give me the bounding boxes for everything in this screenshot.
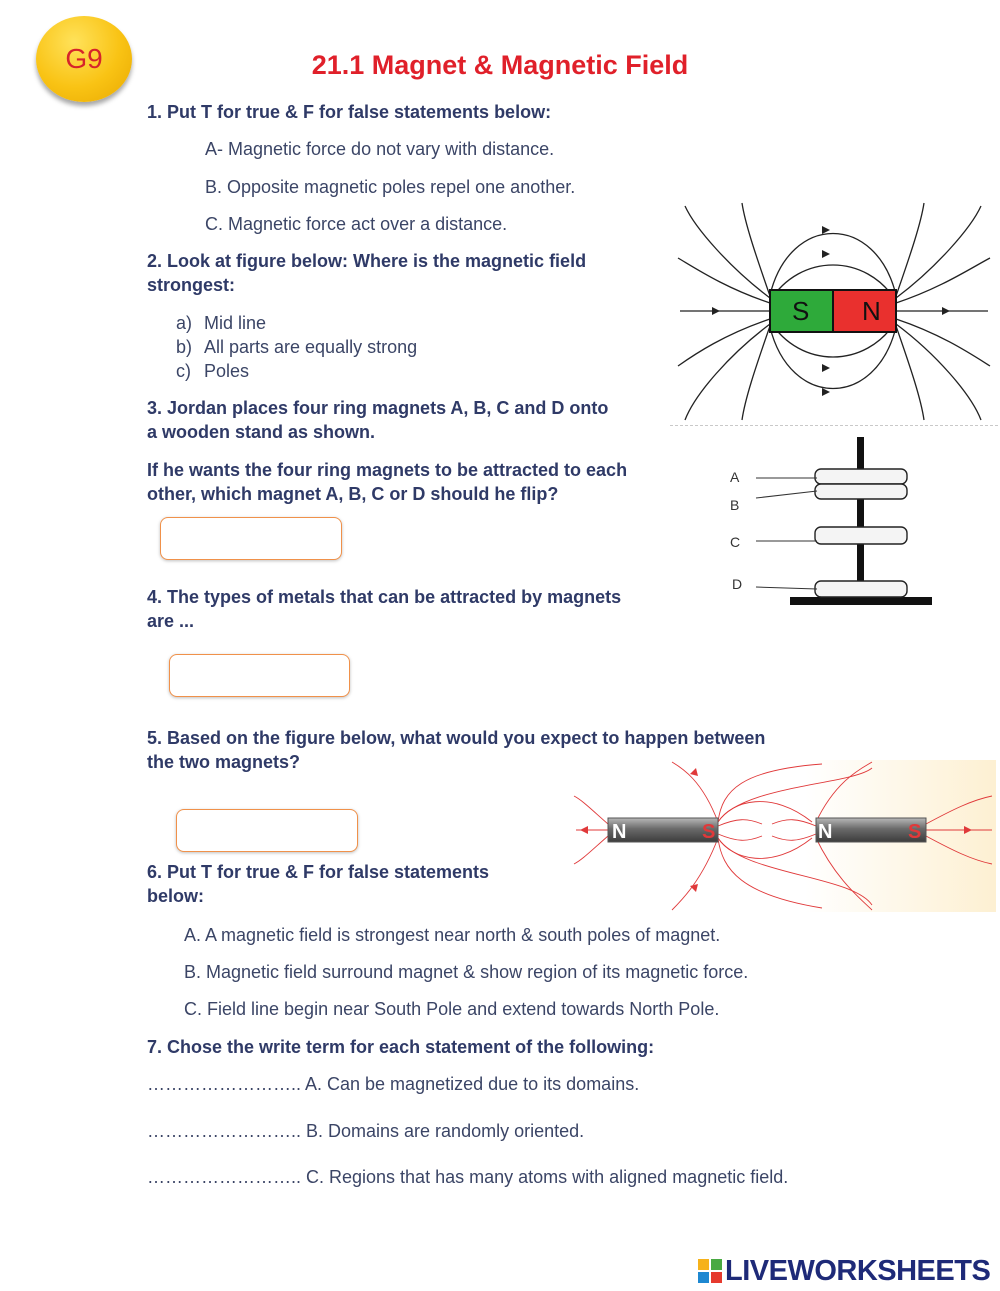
logo-text: LIVEWORKSHEETS (725, 1254, 991, 1287)
q6-question (147, 860, 489, 908)
q1-statement-b: B. Opposite magnetic poles repel one another. (205, 177, 576, 197)
page-title: 21.1 Magnet & Magnetic Field (311, 50, 689, 80)
ring-label-b: B (730, 497, 740, 513)
q3-question (147, 396, 608, 444)
q7-item-c: …………………….. C. Regions that has many atoms with aligned magnetic field. (147, 1167, 789, 1187)
ring-pointer-lines (756, 478, 817, 589)
q2-choice-a[interactable]: a) Mid line (176, 313, 267, 333)
q6-statement-c: C. Field line begin near South Pole and extend towards North Pole. (184, 999, 720, 1019)
right-magnet-n-label: N (818, 821, 833, 843)
q2-choice-c[interactable]: c) Poles (176, 361, 250, 381)
magnet-n-label: N (862, 296, 881, 326)
left-magnet-s-label: S (702, 821, 716, 843)
right-magnet-s-label: S (908, 821, 922, 843)
q4-question (147, 585, 621, 633)
q1-statement-c: C. Magnetic force act over a distance. (205, 214, 508, 234)
q6-line2: below: (147, 886, 204, 906)
q5-answer-box[interactable] (176, 809, 358, 852)
q2-question (147, 249, 586, 297)
q1-question: 1. Put T for true & F for false statements below: (147, 102, 552, 122)
q6-statement-b: B. Magnetic field surround magnet & show region of its magnetic force. (184, 962, 749, 982)
q5-line2: the two magnets? (147, 752, 301, 772)
ring-magnets-figure (720, 435, 950, 610)
ring-d (815, 581, 907, 597)
q2-question-line1: 2. Look at figure below: Where is the magnetic field (147, 251, 587, 271)
ring-label-c: C (730, 534, 741, 550)
q4-answer-box[interactable] (169, 654, 350, 697)
wooden-stand-rod (857, 437, 864, 597)
magnet-s-label: S (792, 296, 810, 326)
q3-answer-box[interactable] (160, 517, 342, 560)
ring-a (815, 469, 907, 484)
q5-line1: 5. Based on the figure below, what would you expect to happen between (147, 728, 766, 748)
q4-line1: 4. The types of metals that can be attracted by magnets (147, 587, 622, 607)
q7-question: 7. Chose the write term for each statement of the following: (147, 1037, 655, 1057)
wooden-stand-base (790, 597, 932, 605)
figure-divider (670, 425, 998, 426)
logo-icon (698, 1259, 722, 1283)
q3-line3: If he wants the four ring magnets to be attracted to each (147, 460, 628, 480)
ring-label-d: D (732, 576, 743, 592)
liveworksheets-logo (698, 1254, 990, 1288)
q1-statement-a: A- Magnetic force do not vary with distance. (205, 139, 555, 159)
q4-line2: are ... (147, 611, 195, 631)
q3-line4: other, which magnet A, B, C or D should he flip? (147, 484, 559, 504)
q2-choice-b[interactable]: b) All parts are equally strong (176, 337, 418, 357)
q6-line1: 6. Put T for true & F for false statements (147, 862, 490, 882)
two-magnets-figure (572, 760, 996, 912)
q3-line2: a wooden stand as shown. (147, 422, 376, 442)
q6-statement-a: A. A magnetic field is strongest near north & south poles of magnet. (184, 925, 721, 945)
ring-c (815, 527, 907, 544)
grade-badge-text: G9 (65, 43, 103, 74)
q7-item-a: …………………….. A. Can be magnetized due to its domains. (147, 1074, 640, 1094)
ring-b (815, 484, 907, 499)
q2-question-line2: strongest: (147, 275, 236, 295)
q3-instruction (147, 458, 627, 506)
q3-line1: 3. Jordan places four ring magnets A, B, C and D onto (147, 398, 609, 418)
q2-choices (118, 311, 417, 383)
ring-label-a: A (730, 469, 740, 485)
bar-magnet-field-figure (670, 198, 998, 426)
left-magnet-n-label: N (612, 821, 627, 843)
q7-item-b: …………………….. B. Domains are randomly oriented. (147, 1121, 585, 1141)
